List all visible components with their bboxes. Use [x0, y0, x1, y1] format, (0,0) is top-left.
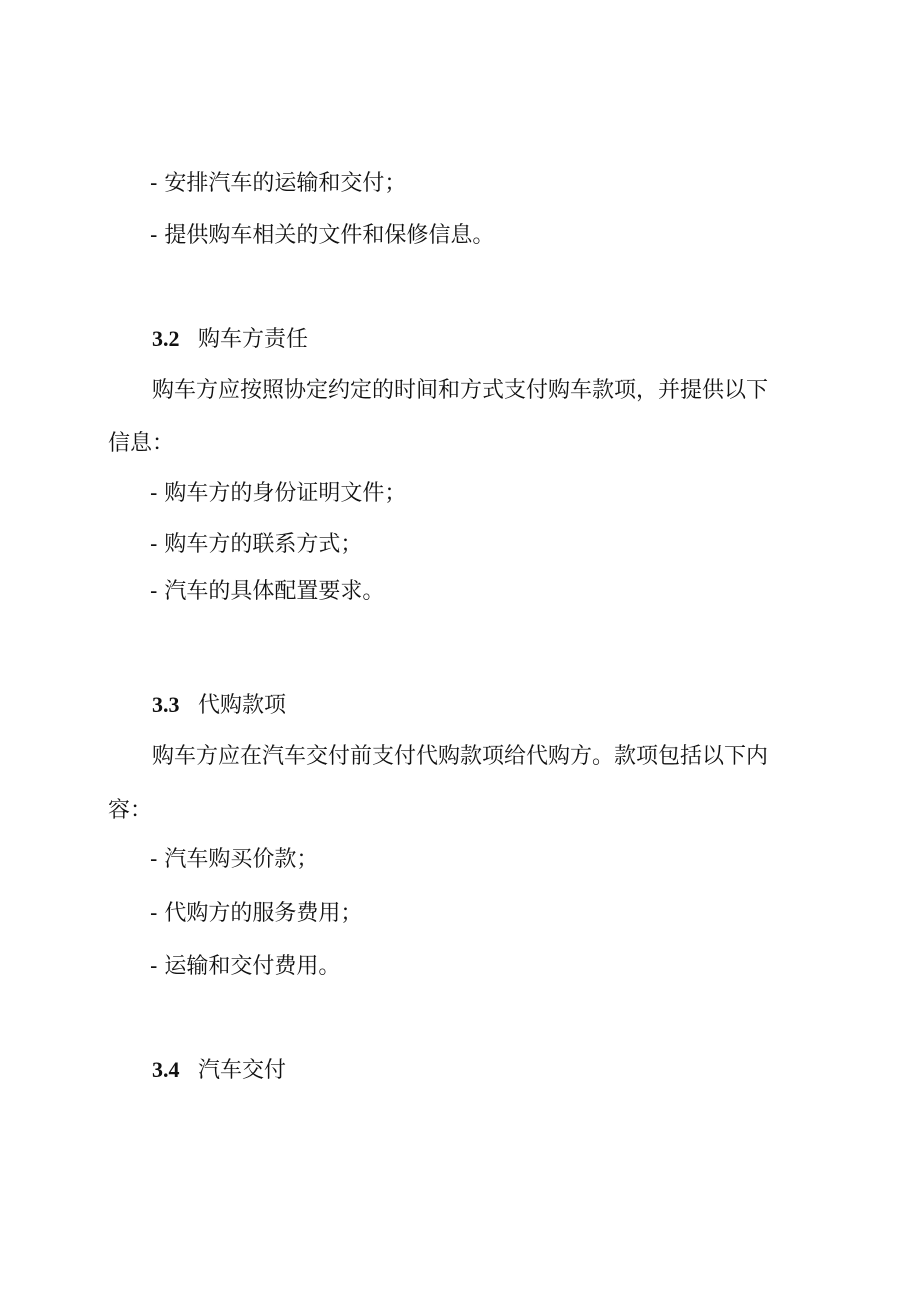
section-heading-3-4: [152, 1056, 286, 1085]
paragraph-line: 信息：: [108, 431, 175, 456]
paragraph-line: 容：: [108, 798, 153, 823]
section-title: 代购款项: [198, 693, 287, 718]
list-item: - 提供购车相关的文件和保修信息。: [150, 223, 495, 248]
section-number: 3.3: [152, 692, 180, 717]
list-item: - 购车方的身份证明文件；: [150, 481, 407, 506]
list-item: - 安排汽车的运输和交付；: [150, 171, 407, 196]
list-item: - 代购方的服务费用；: [150, 901, 363, 926]
section-heading-3-2: [152, 325, 308, 354]
section-heading-3-3: [152, 691, 286, 720]
list-item: - 汽车的具体配置要求。: [150, 579, 385, 604]
paragraph-line: 购车方应按照协定约定的时间和方式支付购车款项，并提供以下: [152, 378, 769, 403]
section-number: 3.4: [152, 1057, 180, 1082]
list-item: - 购车方的联系方式；: [150, 532, 363, 557]
paragraph-line: 购车方应在汽车交付前支付代购款项给代购方。款项包括以下内: [152, 744, 769, 769]
section-title: 购车方责任: [198, 327, 309, 352]
list-item: - 运输和交付费用。: [150, 954, 341, 979]
section-title: 汽车交付: [198, 1058, 287, 1083]
section-number: 3.2: [152, 326, 180, 351]
list-item: - 汽车购买价款；: [150, 847, 319, 872]
